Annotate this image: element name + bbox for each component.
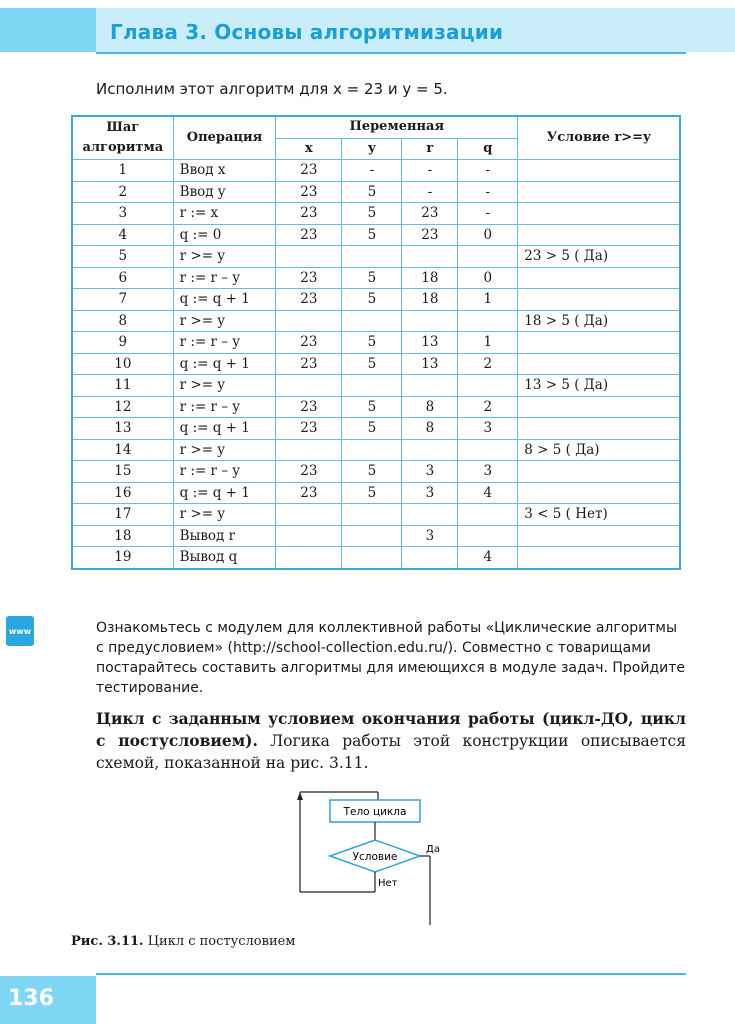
cell-y: 5 [342,332,402,354]
cell-r [402,504,458,526]
table-row [72,439,680,461]
table-row [72,160,680,182]
table-row [72,181,680,203]
table-row [72,482,680,504]
cell-condition [518,547,680,569]
table-row [72,310,680,332]
table-row [72,289,680,311]
cell-condition: 8 > 5 ( Да) [518,439,680,461]
cell-x: 23 [276,267,342,289]
cell-r: 13 [402,332,458,354]
loop-body-label: Тело цикла [343,806,407,818]
cell-q: 2 [458,353,518,375]
header-var-q: q [458,138,518,160]
cell-condition [518,396,680,418]
cell-step: 6 [72,267,173,289]
cell-condition: 3 < 5 ( Нет) [518,504,680,526]
cell-operation: r := r – y [173,396,276,418]
cell-step: 7 [72,289,173,311]
table-row [72,332,680,354]
caption-text: Цикл с постусловием [143,934,296,949]
cell-y [342,547,402,569]
cell-q: 0 [458,267,518,289]
cell-r [402,246,458,268]
cell-step: 11 [72,375,173,397]
cell-operation: Ввод x [173,160,276,182]
cell-condition [518,224,680,246]
table-row [72,375,680,397]
cell-q [458,375,518,397]
cell-x: 23 [276,396,342,418]
cell-r [402,310,458,332]
cell-step: 18 [72,525,173,547]
cell-r: 3 [402,482,458,504]
cell-r: 18 [402,289,458,311]
cell-y [342,504,402,526]
table-row [72,461,680,483]
cell-x [276,547,342,569]
cell-x: 23 [276,332,342,354]
table-row [72,246,680,268]
cell-r: 13 [402,353,458,375]
cell-condition [518,482,680,504]
cell-q [458,439,518,461]
cell-step: 19 [72,547,173,569]
cell-operation: r := x [173,203,276,225]
cell-condition [518,181,680,203]
cell-q [458,504,518,526]
table-row [72,504,680,526]
cell-x [276,504,342,526]
cell-condition [518,203,680,225]
cell-q: 2 [458,396,518,418]
paragraph [96,708,686,774]
cell-step: 9 [72,332,173,354]
cell-r: - [402,181,458,203]
cell-condition: 23 > 5 ( Да) [518,246,680,268]
cell-condition [518,332,680,354]
cell-x: 23 [276,482,342,504]
cell-y: 5 [342,203,402,225]
cell-q [458,310,518,332]
cell-operation: r := r – y [173,267,276,289]
header-var-y: y [342,138,402,160]
cell-y: 5 [342,289,402,311]
cell-q: - [458,203,518,225]
cell-step: 17 [72,504,173,526]
cell-operation: r >= y [173,439,276,461]
cell-r: 8 [402,396,458,418]
cell-step: 8 [72,310,173,332]
cell-operation: r >= y [173,375,276,397]
cell-x: 23 [276,160,342,182]
no-label: Нет [378,878,398,889]
cell-q: 3 [458,418,518,440]
cell-y [342,310,402,332]
cell-q [458,525,518,547]
cell-y: - [342,160,402,182]
cell-condition: 13 > 5 ( Да) [518,375,680,397]
chapter-title: Глава 3. Основы алгоритмизации [110,20,504,44]
figure-caption [71,934,295,949]
cell-x: 23 [276,203,342,225]
note-text: Ознакомьтесь с модулем для коллективной работы «Циклические алгоритмы с предусловием» (http://school-collection.edu.ru/). Совместно с товарищами постарайтесь составить алгоритмы для имеющихся в модуле задач. Пройдите тестирование. [96,620,686,696]
table-row [72,396,680,418]
table-row [72,203,680,225]
cell-q: - [458,160,518,182]
cell-q: 3 [458,461,518,483]
footer-rule [96,973,686,975]
cell-operation: r := r – y [173,332,276,354]
cell-q: - [458,181,518,203]
cell-q [458,246,518,268]
cell-r: 23 [402,224,458,246]
www-icon: www [6,616,34,646]
cell-operation: q := q + 1 [173,418,276,440]
caption-number: Рис. 3.11. [71,934,144,949]
table-row [72,418,680,440]
header-var-r: r [402,138,458,160]
cell-operation: q := q + 1 [173,289,276,311]
cell-r: 3 [402,461,458,483]
cell-step: 2 [72,181,173,203]
cell-step: 4 [72,224,173,246]
cell-condition [518,289,680,311]
cell-y: 5 [342,396,402,418]
cell-r [402,439,458,461]
paragraph-bold: Цикл с заданным условием окончания работы (цикл-ДО, цикл с постусловием). [96,709,686,750]
cell-x [276,375,342,397]
cell-operation: Ввод y [173,181,276,203]
cell-x [276,310,342,332]
cell-condition [518,525,680,547]
cell-r: 3 [402,525,458,547]
table-row [72,267,680,289]
cell-step: 12 [72,396,173,418]
condition-label: Условие [352,851,398,863]
cell-step: 10 [72,353,173,375]
cell-operation: Вывод r [173,525,276,547]
cell-r: 8 [402,418,458,440]
table-row [72,224,680,246]
cell-q: 4 [458,547,518,569]
cell-condition [518,160,680,182]
header-operation: Операция [173,116,276,160]
cell-step: 3 [72,203,173,225]
table-row [72,353,680,375]
cell-operation: q := q + 1 [173,482,276,504]
cell-operation: Вывод q [173,547,276,569]
cell-x: 23 [276,181,342,203]
cell-x [276,525,342,547]
header-condition: Условие r>=y [518,116,680,160]
cell-y [342,439,402,461]
cell-operation: r >= y [173,246,276,268]
cell-y: 5 [342,224,402,246]
flowchart-figure [290,780,460,930]
cell-r [402,547,458,569]
yes-label: Да [426,844,440,855]
cell-q: 1 [458,332,518,354]
cell-x: 23 [276,224,342,246]
header-step: Шаг алгоритма [72,116,173,160]
cell-y: 5 [342,267,402,289]
cell-y: 5 [342,181,402,203]
cell-step: 14 [72,439,173,461]
cell-r: 23 [402,203,458,225]
cell-condition [518,418,680,440]
cell-q: 1 [458,289,518,311]
cell-condition [518,461,680,483]
table-row [72,547,680,569]
cell-operation: q := 0 [173,224,276,246]
header-rule [96,52,686,54]
table-row [72,525,680,547]
cell-y [342,246,402,268]
cell-y: 5 [342,418,402,440]
cell-q: 0 [458,224,518,246]
cell-r [402,375,458,397]
cell-y: 5 [342,482,402,504]
cell-step: 5 [72,246,173,268]
cell-x: 23 [276,289,342,311]
algorithm-trace-table [71,115,681,570]
cell-operation: q := q + 1 [173,353,276,375]
cell-x [276,439,342,461]
cell-x [276,246,342,268]
cell-operation: r >= y [173,504,276,526]
cell-step: 16 [72,482,173,504]
cell-y: 5 [342,353,402,375]
page-number: 136 [8,986,54,1011]
cell-y: 5 [342,461,402,483]
intro-text: Исполним этот алгоритм для x = 23 и y = 5. [96,80,448,98]
header-accent [0,8,96,52]
paragraph-rest: Логика работы этой конструкции описывается схемой, показанной на рис. 3.11. [96,732,687,772]
cell-x: 23 [276,353,342,375]
header-var-x: x [276,138,342,160]
header-variable: Переменная [276,116,518,138]
cell-x: 23 [276,461,342,483]
cell-condition [518,267,680,289]
cell-condition: 18 > 5 ( Да) [518,310,680,332]
cell-y [342,525,402,547]
cell-y [342,375,402,397]
cell-r: - [402,160,458,182]
cell-operation: r >= y [173,310,276,332]
cell-condition [518,353,680,375]
cell-operation: r := r – y [173,461,276,483]
cell-r: 18 [402,267,458,289]
cell-step: 13 [72,418,173,440]
cell-step: 1 [72,160,173,182]
cell-q: 4 [458,482,518,504]
cell-step: 15 [72,461,173,483]
table-body [72,160,680,569]
cell-x: 23 [276,418,342,440]
